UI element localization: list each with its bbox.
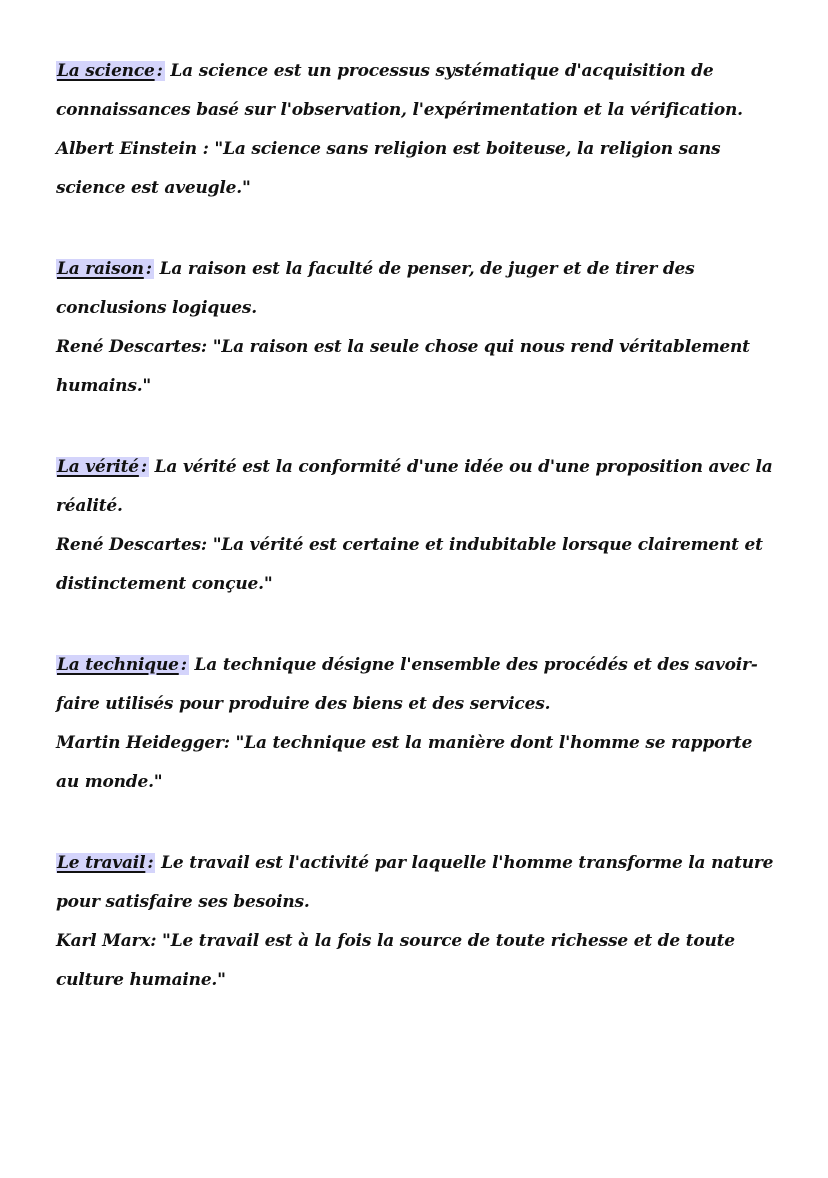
term-heading: La raison bbox=[57, 259, 144, 279]
section-travail bbox=[56, 844, 776, 1000]
definition-paragraph bbox=[56, 52, 776, 130]
section-verite bbox=[56, 448, 776, 604]
term-heading: La vérité bbox=[57, 457, 139, 477]
definition-paragraph bbox=[56, 448, 776, 526]
definition-paragraph bbox=[56, 646, 776, 724]
definition-text: La science est un processus systématique d'acquisition de connaissances basé sur l'observation, l'expérimentation et la vérification. bbox=[56, 61, 743, 120]
term-heading: Le travail bbox=[57, 853, 146, 873]
definition-paragraph bbox=[56, 844, 776, 922]
term-separator: : bbox=[180, 655, 187, 675]
definition-text: Le travail est l'activité par laquelle l'homme transforme la nature pour satisfaire ses besoins. bbox=[56, 853, 774, 912]
quote-text: René Descartes: "La raison est la seule chose qui nous rend véritablement humains." bbox=[56, 337, 750, 396]
quote-text: Martin Heidegger: "La technique est la manière dont l'homme se rapporte au monde." bbox=[56, 733, 753, 792]
definition-text: La technique désigne l'ensemble des procédés et des savoir-faire utilisés pour produire des biens et des services. bbox=[56, 655, 758, 714]
term-heading: La science bbox=[57, 61, 155, 81]
term-separator: : bbox=[140, 457, 147, 477]
definition-text: La raison est la faculté de penser, de juger et de tirer des conclusions logiques. bbox=[56, 259, 695, 318]
section-technique bbox=[56, 646, 776, 802]
section-science bbox=[56, 52, 776, 208]
term-separator: : bbox=[156, 61, 163, 81]
term-heading: La technique bbox=[57, 655, 179, 675]
section-raison bbox=[56, 250, 776, 406]
document-page bbox=[56, 52, 776, 1042]
definition-paragraph bbox=[56, 250, 776, 328]
quote-text: Karl Marx: "Le travail est à la fois la source de toute richesse et de toute culture humaine." bbox=[56, 931, 735, 990]
term-separator: : bbox=[147, 853, 154, 873]
quote-text: Albert Einstein : "La science sans religion est boiteuse, la religion sans science est aveugle." bbox=[56, 139, 721, 198]
term-separator: : bbox=[145, 259, 152, 279]
definition-text: La vérité est la conformité d'une idée ou d'une proposition avec la réalité. bbox=[56, 457, 773, 516]
quote-text: René Descartes: "La vérité est certaine et indubitable lorsque clairement et distinctement conçue." bbox=[56, 535, 763, 594]
